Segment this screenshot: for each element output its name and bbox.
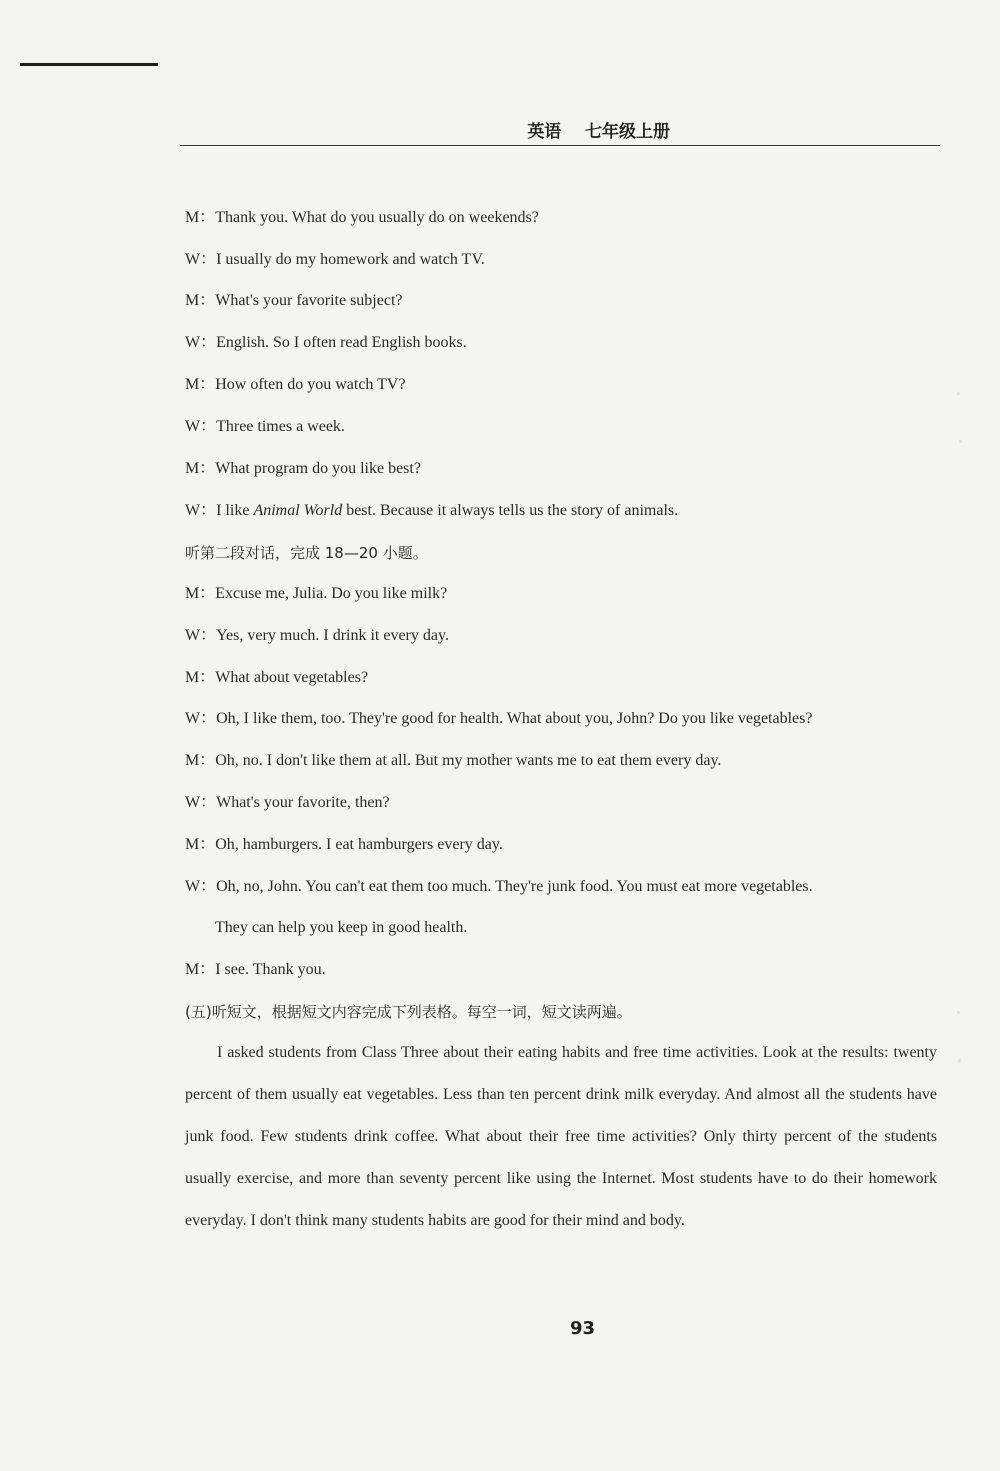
- dialogue-line: W：English. So I often read English books.: [185, 334, 467, 351]
- speck: [957, 392, 960, 395]
- passage-paragraph: I asked students from Class Three about their eating habits and free time activities. Look at the results: twenty percent of them usually eat vegetables. Less than ten percent drink milk everyday. And almost all the students have junk food. Few students drink coffee. What about their free time activities? Only thirty percent of the students usually exercise, and more than seventy percent like using the Internet. Most students have to do their homework everyday. I don't think many students habits are good for their mind and body.: [185, 1044, 937, 1229]
- dialogue-line-continued: They can help you keep in good health.: [215, 919, 468, 936]
- dialogue-line: M：What program do you like best?: [185, 460, 421, 477]
- page-number: 93: [570, 1318, 596, 1339]
- program-title: Animal World: [253, 502, 343, 519]
- dialogue-line: W：Oh, no, John. You can't eat them too much. They're junk food. You must eat more vegetables.: [185, 878, 813, 895]
- top-rule: [20, 63, 158, 66]
- speck: [957, 1011, 960, 1014]
- dialogue-line: W：Three times a week.: [185, 418, 345, 435]
- dialogue-line: M：Oh, no. I don't like them at all. But my mother wants me to eat them every day.: [185, 752, 722, 769]
- dialogue-text: best. Because it always tells us the story of animals.: [342, 502, 679, 519]
- dialogue-line: M：How often do you watch TV?: [185, 376, 406, 393]
- dialogue-line: W：Yes, very much. I drink it every day.: [185, 627, 449, 644]
- header-title: 英语 七年级上册: [527, 122, 670, 142]
- dialogue-line: M：What about vegetables?: [185, 669, 369, 686]
- speck: [958, 1058, 961, 1063]
- dialogue-line: W：What's your favorite, then?: [185, 794, 390, 811]
- dialogue-text: W：I like: [185, 502, 254, 519]
- dialogue-line: M：Oh, hamburgers. I eat hamburgers every day.: [185, 836, 503, 853]
- dialogue-line: M：Thank you. What do you usually do on weekends?: [185, 209, 539, 226]
- dialogue-line: M：I see. Thank you.: [185, 961, 326, 978]
- dialogue-line: M：What's your favorite subject?: [185, 292, 403, 309]
- dialogue-line: [185, 501, 678, 521]
- dialogue-line: W：I usually do my homework and watch TV.: [185, 251, 485, 268]
- page-header: [180, 115, 940, 146]
- speck: [959, 440, 962, 443]
- dialogue-line: M：Excuse me, Julia. Do you like milk?: [185, 585, 448, 602]
- dialogue-line: W：Oh, I like them, too. They're good for health. What about you, John? Do you like vegetables?: [185, 710, 813, 727]
- section-instruction: 听第二段对话，完成 18—20 小题。: [185, 544, 428, 562]
- section-heading: (五)听短文，根据短文内容完成下列表格。每空一词，短文读两遍。: [185, 1003, 632, 1021]
